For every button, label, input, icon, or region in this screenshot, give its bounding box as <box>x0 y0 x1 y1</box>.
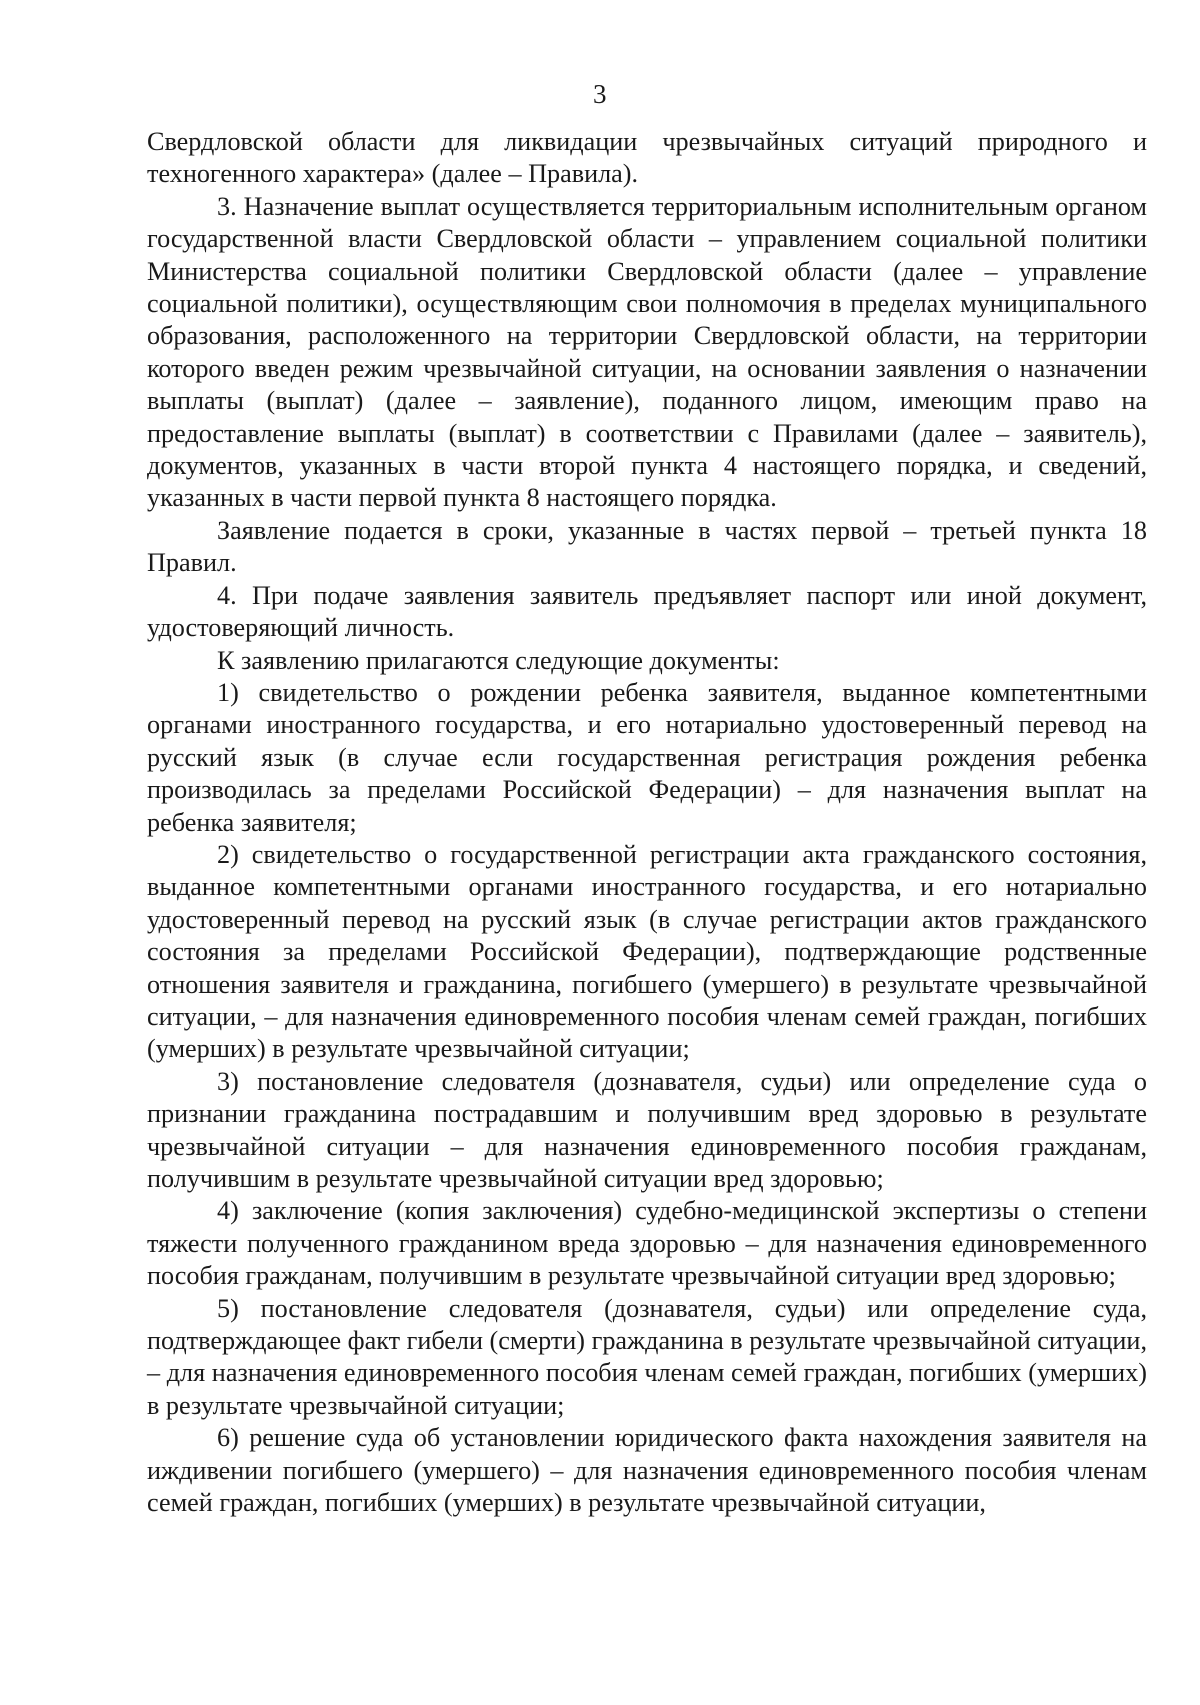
list-item-4: 4) заключение (копия заключения) судебно-медицинской экспертизы о степени тяжести полученного гражданином вреда здоровью – для назначения единовременного пособия гражданам, получившим в результате чрезвычайной ситуации вред здоровью; <box>147 1196 1147 1291</box>
paragraph-item-3: 3. Назначение выплат осуществляется территориальным исполнительным органом государственной власти Свердловской области – управлением социальной политики Министерства социальной политики Свердловской области (далее – управление социальной политики), осуществляющим свои полномочия в пределах муниципального образования, расположенного на территории Свердловской области, на территории которого введен режим чрезвычайной ситуации, на основании заявления о назначении выплаты (выплат) (далее – заявление), поданного лицом, имеющим право на предоставление выплаты (выплат) в соответствии с Правилами (далее – заявитель), документов, указанных в части второй пункта 4 настоящего порядка, и сведений, указанных в части первой пункта 8 настоящего порядка. <box>147 191 1147 513</box>
list-item-5: 5) постановление следователя (дознавателя, судьи) или определение суда, подтверждающее факт гибели (смерти) гражданина в результате чрезвычайной ситуации, – для назначения единовременного пособия членам семей граждан, погибших (умерших) в результате чрезвычайной ситуации; <box>147 1293 1147 1420</box>
paragraph-documents-intro: К заявлению прилагаются следующие документы: <box>217 645 780 675</box>
paragraph-application-deadline: Заявление подается в сроки, указанные в частях первой – третьей пункта 18 Правил. <box>147 515 1147 578</box>
list-item-6: 6) решение суда об установлении юридического факта нахождения заявителя на иждивении погибшего (умершего) – для назначения единовременного пособия членам семей граждан, погибших (умерших) в результате чрезвычайной ситуации, <box>147 1423 1147 1518</box>
document-body <box>147 126 1147 1519</box>
page-number: 3 <box>593 79 607 109</box>
list-item-2: 2) свидетельство о государственной регистрации акта гражданского состояния, выданное компетентными органами иностранного государства, и его нотариально удостоверенный перевод на русский язык (в случае регистрации актов гражданского состояния за пределами Российской Федерации), подтверждающие родственные отношения заявителя и гражданина, погибшего (умершего) в результате чрезвычайной ситуации, – для назначения единовременного пособия членам семей граждан, погибших (умерших) в результате чрезвычайной ситуации; <box>147 839 1147 1064</box>
paragraph-continuation: Свердловской области для ликвидации чрезвычайных ситуаций природного и техногенного характера» (далее – Правила). <box>147 127 1147 189</box>
paragraph-item-4: 4. При подаче заявления заявитель предъявляет паспорт или иной документ, удостоверяющий личность. <box>147 580 1147 643</box>
list-item-3: 3) постановление следователя (дознавателя, судьи) или определение суда о признании гражданина пострадавшим и получившим вред здоровью в результате чрезвычайной ситуации – для назначения единовременного пособия гражданам, получившим в результате чрезвычайной ситуации вред здоровью; <box>147 1066 1147 1193</box>
list-item-1: 1) свидетельство о рождении ребенка заявителя, выданное компетентными органами иностранного государства, и его нотариально удостоверенный перевод на русский язык (в случае если государственная регистрация рождения ребенка производилась за пределами Российской Федерации) – для назначения выплат на ребенка заявителя; <box>147 677 1147 837</box>
